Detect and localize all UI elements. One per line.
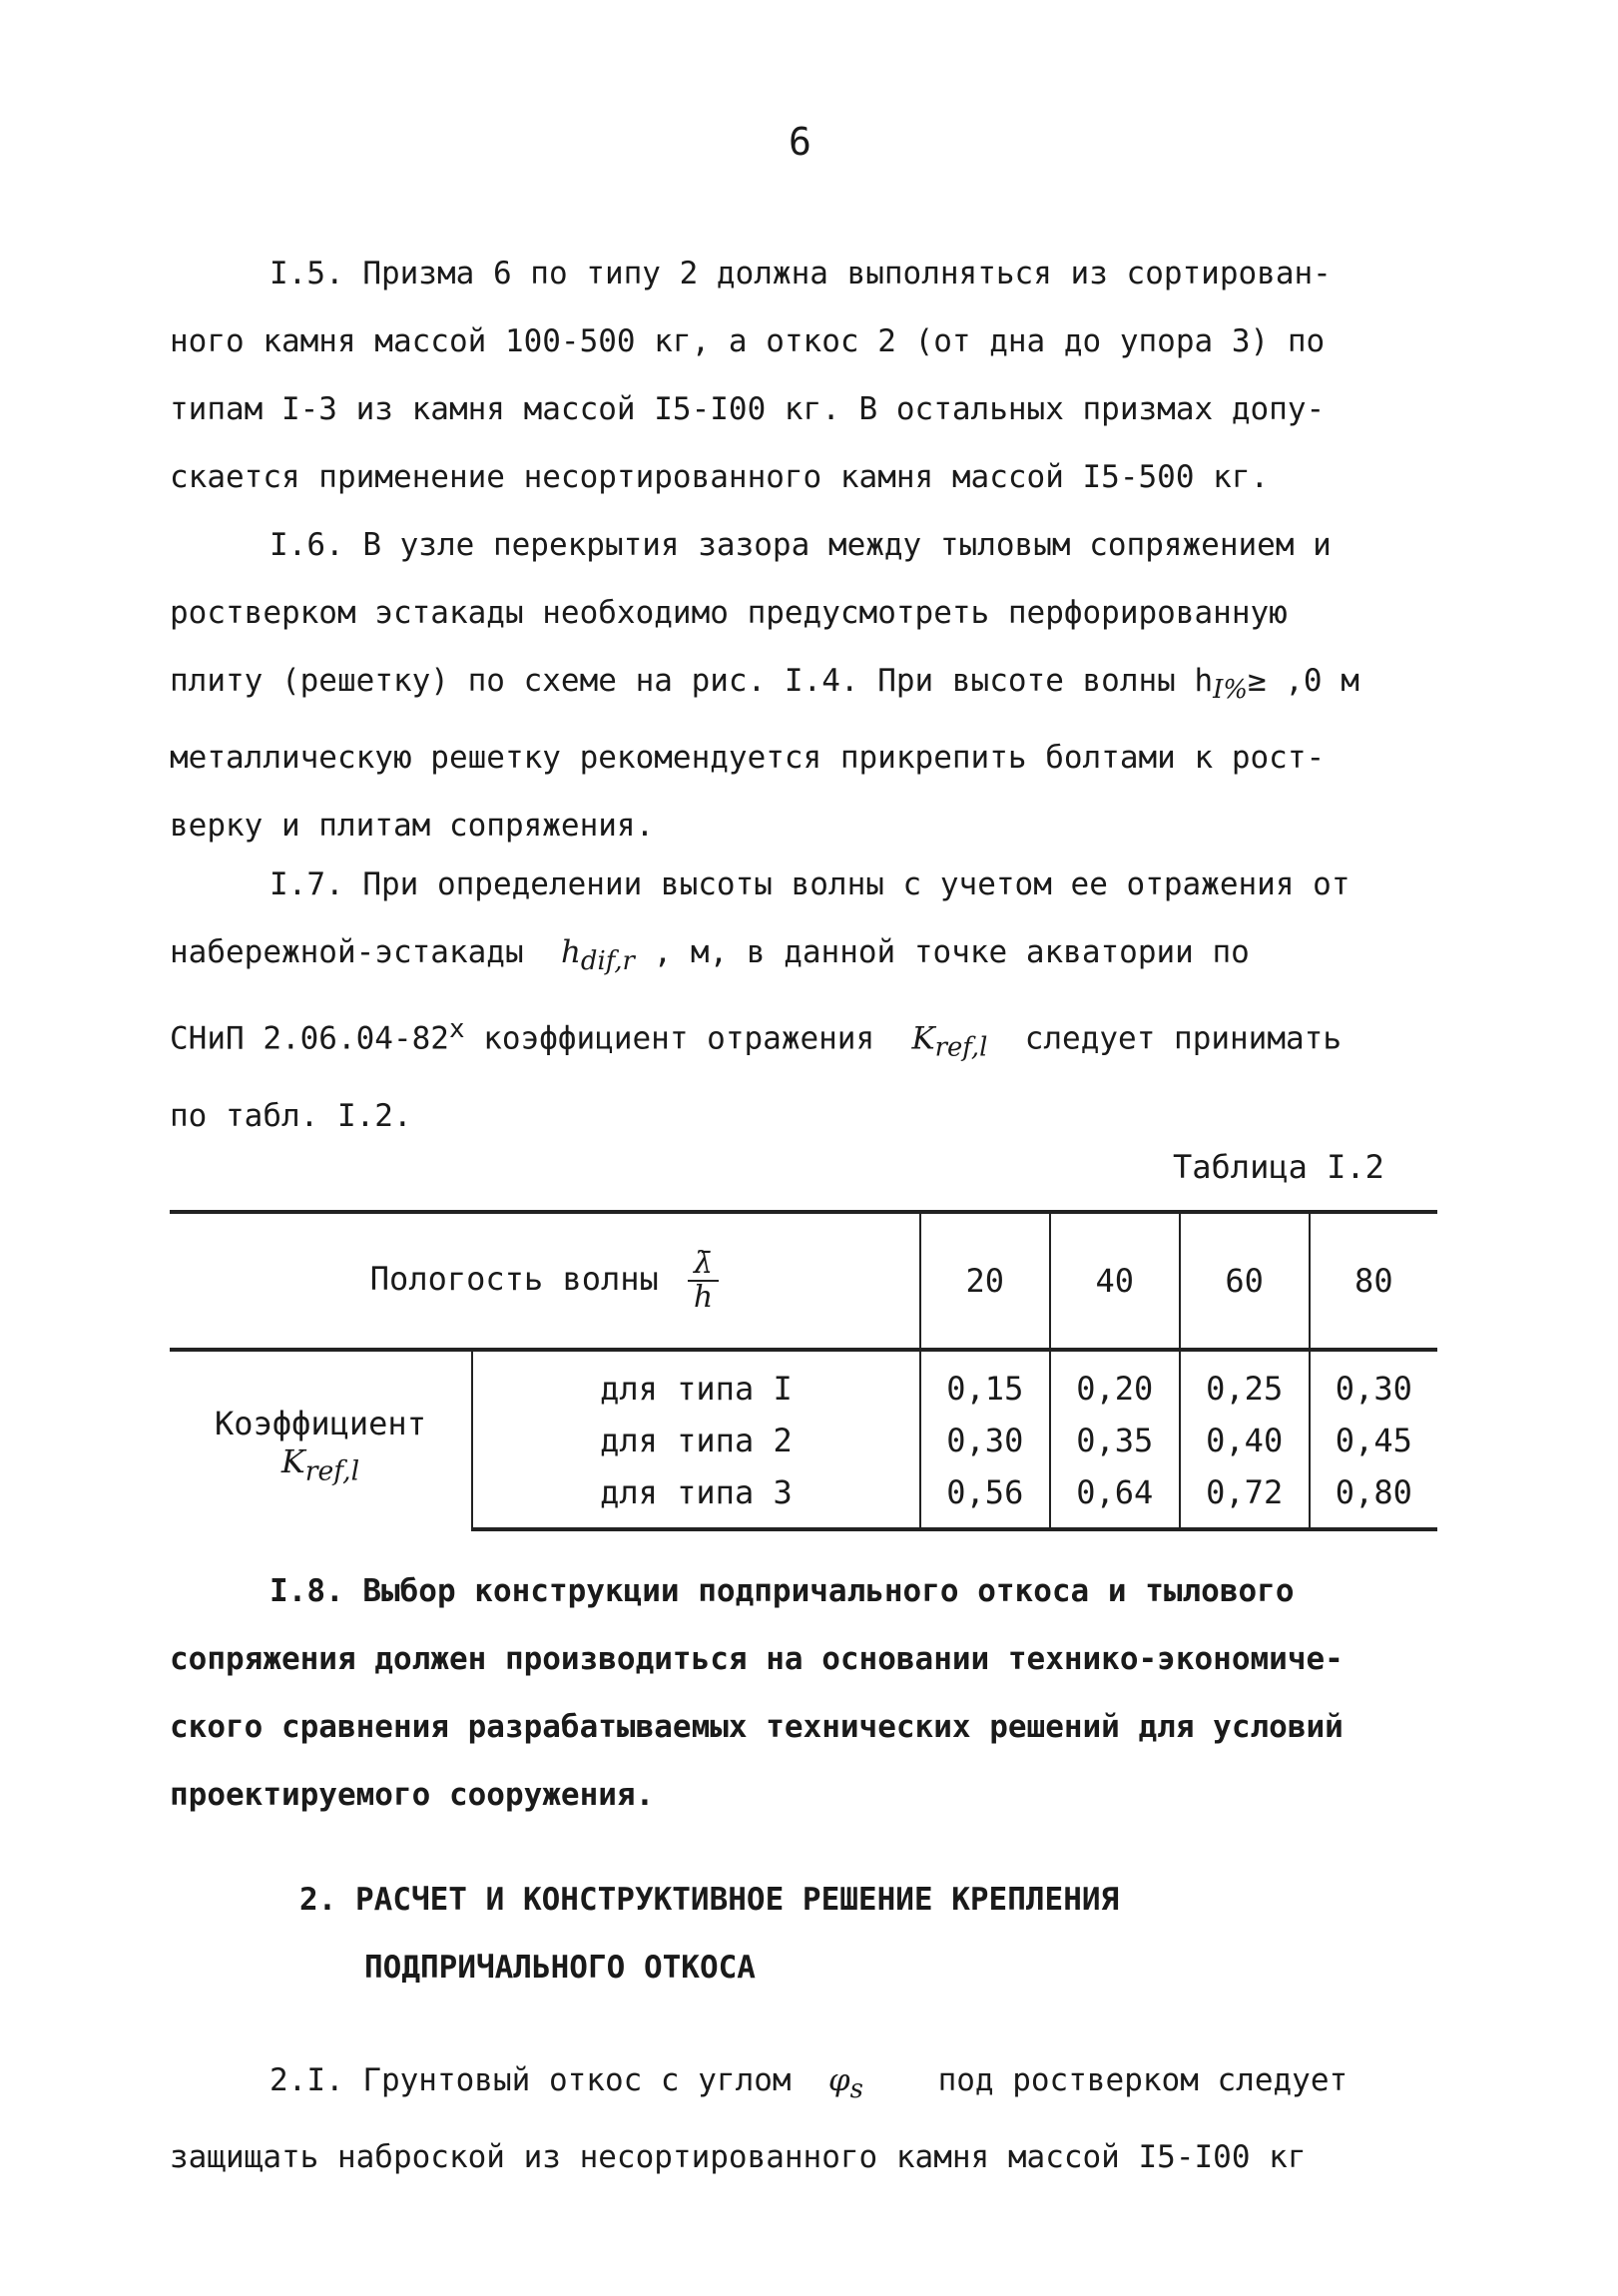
text-line: ного камня массой 100-500 кг, а откос 2 (от дна до упора 3) по — [170, 323, 1326, 359]
row-symbol-subscript: ref,l — [304, 1455, 360, 1487]
phi-symbol: φ — [827, 2062, 850, 2098]
paragraph-1-5 — [170, 240, 1467, 511]
text-line: ростверком эстакады необходимо предусмотреть перфорированную — [170, 595, 1288, 631]
text-line — [170, 995, 1467, 1082]
paragraph-2-1 — [170, 2046, 1467, 2191]
table-cell: 0,45 — [1310, 1415, 1437, 1466]
phi-subscript: s — [849, 2074, 863, 2105]
row-label: Коэффициент — [215, 1405, 426, 1443]
h-subscript: I% — [1213, 675, 1248, 706]
lambda-denominator: h — [693, 1280, 714, 1315]
lambda-numerator: λ̄ — [688, 1248, 719, 1282]
table-caption: Таблица I.2 — [1173, 1148, 1384, 1186]
row-type: для типа 2 — [472, 1415, 920, 1466]
k-ref-subscript: ref,l — [934, 1032, 988, 1063]
text-segment: плиту (решетку) по схеме на рис. I.4. При высоте волны h — [170, 663, 1214, 699]
text-segment: коэффициент отражения — [483, 1020, 875, 1057]
h-relation: ≥ — [1247, 663, 1267, 699]
table-cell: 0,35 — [1050, 1415, 1180, 1466]
row-type: для типа I — [472, 1350, 920, 1415]
header-label: Пологость волны — [369, 1260, 659, 1298]
text-line: скается применение несортированного камня массой I5-500 кг. — [170, 459, 1270, 495]
text-line: проектируемого сооружения. — [170, 1777, 655, 1813]
reflection-coefficient-table — [170, 1210, 1437, 1531]
page-number: 6 — [789, 120, 811, 164]
superscript: х — [448, 1014, 465, 1045]
lambda-fraction — [688, 1248, 719, 1314]
text-line: I.8. Выбор конструкции подпричального откоса и тылового — [270, 1573, 1295, 1609]
table-row — [170, 1350, 1437, 1415]
paragraph-1-7 — [170, 851, 1467, 1150]
text-segment: , м, в данной точке акватории по — [653, 934, 1250, 970]
h-dif-symbol: h — [560, 934, 581, 970]
text-segment: 2.I. Грунтовый откос с углом — [270, 2062, 792, 2098]
table-cell: 0,30 — [920, 1415, 1050, 1466]
text-line: I.6. В узле перекрытия зазора между тыловым сопряжением и — [270, 527, 1332, 563]
table-cell: 0,15 — [920, 1350, 1050, 1415]
table-cell: 0,72 — [1180, 1466, 1310, 1529]
table-cell: 0,20 — [1050, 1350, 1180, 1415]
row-type: для типа 3 — [472, 1466, 920, 1529]
h-value: ,0 м — [1285, 663, 1359, 699]
text-line: I.7. При определении высоты волны с учетом ее отражения от — [270, 866, 1350, 902]
text-line: сопряжения должен производиться на основании технико-экономиче- — [170, 1641, 1344, 1677]
text-line — [170, 2046, 1467, 2123]
text-segment: СНиП 2.06.04-82 — [170, 1020, 449, 1057]
table-cell: 0,56 — [920, 1466, 1050, 1529]
header-label-cell — [170, 1212, 920, 1350]
row-symbol: K — [280, 1442, 305, 1481]
table-header-row — [170, 1212, 1437, 1350]
table-cell: 0,40 — [1180, 1415, 1310, 1466]
column-header: 40 — [1050, 1212, 1180, 1350]
text-line: I.5. Призма 6 по типу 2 должна выполняться из сортирован- — [270, 256, 1332, 291]
k-ref-symbol: K — [911, 1020, 935, 1057]
text-line: верку и плитам сопряжения. — [170, 808, 655, 845]
text-line: типам I-3 из камня массой I5-I00 кг. В остальных призмах допу- — [170, 391, 1326, 427]
table-cell: 0,25 — [1180, 1350, 1310, 1415]
paragraph-1-6 — [170, 511, 1467, 860]
table-cell: 0,30 — [1310, 1350, 1437, 1415]
section-title-cont: ПОДПРИЧАЛЬНОГО ОТКОСА — [364, 1950, 756, 1986]
text-line: защищать наброской из несортированного камня массой I5-I00 кг — [170, 2139, 1307, 2176]
table-cell: 0,80 — [1310, 1466, 1437, 1529]
text-segment: под ростверком следует — [937, 2062, 1348, 2098]
text-segment: следует принимать — [1024, 1020, 1342, 1057]
text-line: металлическую решетку рекомендуется прикрепить болтами к рост- — [170, 740, 1326, 777]
text-line: по табл. I.2. — [170, 1097, 412, 1134]
column-header: 20 — [920, 1212, 1050, 1350]
column-header: 80 — [1310, 1212, 1437, 1350]
section-title: 2. РАСЧЕТ И КОНСТРУКТИВНОЕ РЕШЕНИЕ КРЕПЛЕНИЯ — [299, 1882, 1120, 1918]
text-line — [170, 918, 1467, 995]
row-label-cell — [170, 1350, 472, 1529]
table-cell: 0,64 — [1050, 1466, 1180, 1529]
h-dif-subscript: dif,r — [580, 946, 635, 977]
text-line: ского сравнения разрабатываемых технических решений для условий — [170, 1709, 1344, 1745]
column-header: 60 — [1180, 1212, 1310, 1350]
text-segment: набережной-эстакады — [170, 934, 524, 970]
paragraph-1-8 — [170, 1557, 1467, 1829]
text-line — [170, 647, 1467, 724]
